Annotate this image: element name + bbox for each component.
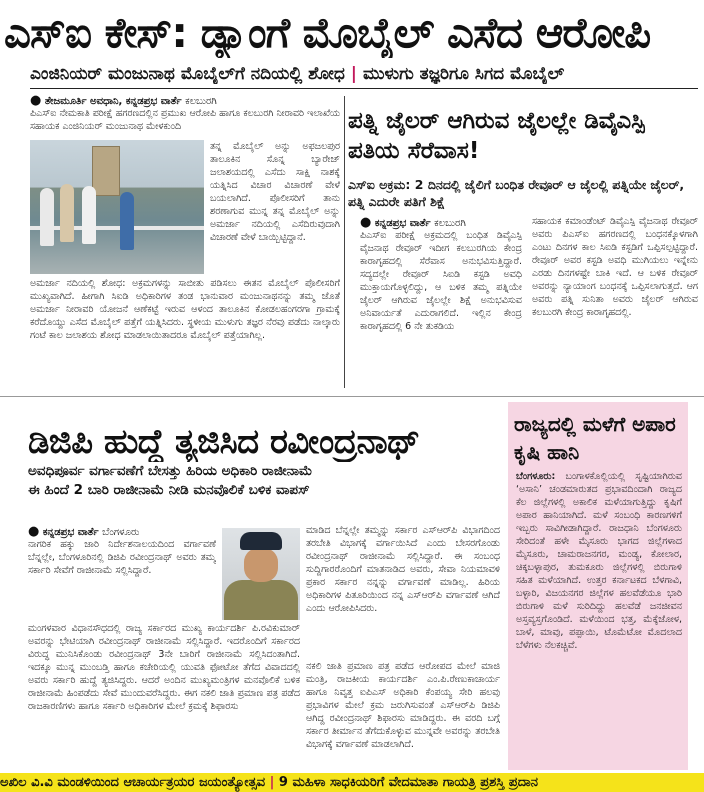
- bullet-icon: ●: [360, 215, 372, 230]
- story3-subhead-line1: ಅವಧಿಪೂರ್ವ ವರ್ಗಾವಣೆಗೆ ಬೇಸತ್ತು ಹಿರಿಯ ಅಧಿಕಾರಿ ರಾಜೀನಾಮೆ: [28, 463, 313, 479]
- story2-subhead: ಎಸ್‌ಐ ಅಕ್ರಮ: 2 ದಿನದಲ್ಲಿ ಜೈಲಿಗೆ ಬಂಧಿತ ರೇವೂರ್ ಆ ಜೈಲಲ್ಲಿ ಪತ್ನಿಯೇ ಜೈಲರ್, ಪತ್ನಿ ಎದುರೇ ಪತಿಗೆ ಶಿಕ್ಷೆ: [348, 177, 685, 209]
- sidebar-text: ಬಂಗಾಳಕೊಲ್ಲಿಯಲ್ಲಿ ಸೃಷ್ಟಿಯಾಗಿರುವ ‘ಅಸಾನಿ’ ಚಂಡಮಾರುತದ ಪ್ರಭಾವದಿಂದಾಗಿ ರಾಜ್ಯದ ಕೆಲ ಜಿಲ್ಲೆಗಳಲ್ಲಿ ಅಕಾಲಿಕ ಮಳೆಯಾಗುತ್ತಿದ್ದು ಕೃಷಿಗೆ ಅಪಾರ ಹಾನಿಯಾಗಿದೆ. ಮಳೆ ಸಂಬಂಧಿ ಕಾರಣಗಳಿಗೆ ಇಬ್ಬರು ಸಾವಿಗೀಡಾಗಿದ್ದಾರೆ. ರಾಜಧಾನಿ ಬೆಂಗಳೂರು ಸೇರಿದಂತೆ ಹಳೇ ಮೈಸೂರು ಭಾಗದ ಜಿಲ್ಲೆಗಳಾದ ಮೈಸೂರು, ಚಾಮರಾಜನಗರ, ಮಂಡ್ಯ, ಕೋಲಾರ, ಚಿಕ್ಕಬಳ್ಳಾಪುರ, ತುಮಕೂರು ಜಿಲ್ಲೆಗಳಲ್ಲಿ ಬಿರುಗಾಳಿ ಸಹಿತ ಮಳೆಯಾಗಿದೆ. ಉತ್ತರ ಕರ್ನಾಟಕದ ಬೆಳಗಾವಿ, ಬಳ್ಳಾರಿ, ವಿಜಯನಗರ ಜಿಲ್ಲೆಗಳ ಹಲವೆಡೆಯೂ ಭಾರಿ ಬಿರುಗಾಳಿ ಮಳೆ ಸುರಿದಿದ್ದು ಹಲವೆಡೆ ಜನಜೀವನ ಅಸ್ತವ್ಯಸ್ತಗೊಂಡಿದೆ. ಮಳೆಯಿಂದ ಭತ್ತ, ಮೆಕ್ಕೆಜೋಳ, ಬಾಳೆ, ಮಾವು, ಪಪ್ಪಾಯಿ, ಟೊಮೆಟೋ ಮೊದಲಾದ ಬೆಳೆಗಳು ನೆಲಕಚ್ಚಿವೆ.: [516, 471, 682, 651]
- story3-column-2-top: ಮಾಡಿದ ಬೆನ್ನಲ್ಲೇ ತಮ್ಮನ್ನು ಸರ್ಕಾರ ಎಸ್‌ಆರ್‌ಪಿ ವಿಭಾಗದಿಂದ ತರಬೇತಿ ವಿಭಾಗಕ್ಕೆ ವರ್ಗಾಯಿಸಿದೆ ಎಂದು ಬೇಸರಗೊಂಡು ರವೀಂದ್ರನಾಥ್ ರಾಜೀನಾಮೆ ಸಲ್ಲಿಸಿದ್ದಾರೆ. ಈ ಸಂಬಂಧ ಸುದ್ದಿಗಾರರೊಂದಿಗೆ ಮಾತನಾಡಿದ ಅವರು, ಸೇವಾ ನಿಯಮಾವಳಿ ಪ್ರಕಾರ ಸರ್ಕಾರ ನನ್ನನ್ನು ವರ್ಗಾವಣೆ ಮಾಡಿಲ್ಲ. ಹಿರಿಯ ಅಧಿಕಾರಿಗಳ ಪಿತೂರಿಯಿಂದ ನನ್ನ ಎಸ್‌ಆರ್‌ಪಿ ವರ್ಗಾವಣೆ ಆಗಿದೆ ಎಂದು ಆರೋಪಿಸಿದರು.: [306, 525, 500, 614]
- story3-column-1: ಮಂಗಳವಾರ ವಿಧಾನಸೌಧದಲ್ಲಿ ರಾಜ್ಯ ಸರ್ಕಾರದ ಮುಖ್ಯ ಕಾರ್ಯದರ್ಶಿ ಪಿ.ರವಿಕುಮಾರ್ ಅವರನ್ನು ಭೇಟಿಯಾಗಿ ರವೀಂದ್ರನಾಥ್ ರಾಜೀನಾಮೆ ಸಲ್ಲಿಸಿದ್ದಾರೆ. ಇದರೊಂದಿಗೆ ಸರ್ಕಾರದ ವಿರುದ್ಧ ಮುನಿಸಿಕೊಂಡು ರವೀಂದ್ರನಾಥ್ 3ನೇ ಬಾರಿಗೆ ರಾಜೀನಾಮೆ ಸಲ್ಲಿಸಿದಂತಾಗಿದೆ. ಇದಕ್ಕೂ ಮುನ್ನ ಮುಂಬಡ್ತಿ ಹಾಗೂ ಕಚೇರಿಯಲ್ಲಿ ಯುವತಿ ಫೋಟೋ ತೆಗೆದ ವಿವಾದದಲ್ಲಿ ಅವರು ಸರ್ಕಾರಿ ಹುದ್ದೆ ತ್ಯಜಿಸಿದ್ದರು. ಆದರೆ ಅಂದಿನ ಮುಖ್ಯಮಂತ್ರಿಗಳ ಮನವೊಲಿಕೆ ಬಳಿಕ ರಾಜೀನಾಮೆ ಹಿಂಪಡೆದು ಸೇವೆ ಮುಂದುವರೆಸಿದ್ದರು. ಈಗ ನಕಲಿ ಜಾತಿ ಪ್ರಮಾಣ ಪತ್ರ ಪಡೆದ ರಾಜಕಾರಣಿಗಳು ಹಾಗೂ ಸರ್ಕಾರಿ ಅಧಿಕಾರಿಗಳ ಮೇಲೆ ಕ್ರಮಕ್ಕೆ ಶಿಫಾರಸು: [28, 623, 300, 712]
- story1-subhead-right: ಮುಳುಗು ತಜ್ಞರಿಗೂ ಸಿಗದ ಮೊಬೈಲ್: [362, 64, 565, 84]
- story3-byline-name: ಕನ್ನಡಪ್ರಭ ವಾರ್ತೆ: [42, 527, 99, 538]
- story2-byline-name: ಕನ್ನಡಪ್ರಭ ವಾರ್ತೆ: [374, 218, 431, 229]
- ticker-right: 9 ಮಹಿಳಾ ಸಾಧಕಿಯರಿಗೆ ವೇದಮಾತಾ ಗಾಯತ್ರಿ ಪ್ರಶಸ್ತಿ ಪ್ರದಾನ: [278, 775, 538, 790]
- ticker-left: ಅಖಿಲ ವಿ.ವಿ ಮಂಡಳಿಯಿಂದ ಆಚಾರ್ಯತ್ರಯರ ಜಯಂತ್ಯೋತ್ಸವ: [0, 775, 266, 790]
- story1-subhead: [30, 64, 698, 84]
- story1-byline-name: ತೇಜಮೂರ್ತಿ ಅವಧಾನಿ, ಕನ್ನಡಪ್ರಭ ವಾರ್ತೆ: [44, 96, 182, 107]
- story3-byline-place: ಬೆಂಗಳೂರು: [102, 527, 140, 538]
- dam-railing: [30, 226, 204, 230]
- cap-shape: [240, 532, 282, 550]
- story1-byline: [30, 93, 330, 108]
- bullet-icon: ●: [28, 524, 40, 539]
- dam-photo: [30, 140, 204, 274]
- section-rule: [0, 396, 704, 397]
- story2-column-1: ಪಿಎಸ್‌ಐ ಪರೀಕ್ಷೆ ಅಕ್ರಮದಲ್ಲಿ ಬಂಧಿತ ಡಿವೈಎಸ್ಪಿ ವೈಜನಾಥ ರೇವೂರ್ ಇದೀಗ ಕಲಬುರಗಿಯ ಕೇಂದ್ರ ಕಾರಾಗೃಹದಲ್ಲಿ ಸೆರೆವಾಸ ಅನುಭವಿಸುತ್ತಿದ್ದಾರೆ. ಸದ್ಯದಲ್ಲೇ ರೇವೂರ್ ಸಿಐಡಿ ಕಸ್ಟಡಿ ಅವಧಿ ಮುಕ್ತಾಯಗೊಳ್ಳಲಿದ್ದು, ಆ ಬಳಿಕ ತಮ್ಮ ಪತ್ನಿಯೇ ಜೈಲರ್ ಆಗಿರುವ ಜೈಲಲ್ಲೇ ಶಿಕ್ಷೆ ಅನುಭವಿಸುವ ಅನಿವಾರ್ಯತೆ ಎದುರಾಗಲಿದೆ. ಇಲ್ಲಿನ ಕೇಂದ್ರ ಕಾರಾಗೃಹದಲ್ಲಿ 6 ನೇ ತುಕಡಿಯ: [360, 230, 522, 332]
- officer-photo: [222, 528, 300, 620]
- uniform-shape: [224, 580, 298, 620]
- story1-intro: ಪಿಎಸ್‌ಐ ನೇಮಕಾತಿ ಪರೀಕ್ಷೆ ಹಗರಣದಲ್ಲಿನ ಪ್ರಮುಖ ಆರೋಪಿ ಹಾಗೂ ಕಲಬುರಗಿ ನೀರಾವರಿ ಇಲಾಖೆಯ ಸಹಾಯಕ ಎಂಜಿನಿಯರ್ ಮಂಜುನಾಥ ಮೇಳಕುಂದಿ: [30, 108, 340, 132]
- person-figure: [60, 184, 74, 242]
- story3-byline: [28, 524, 218, 539]
- story2-headline: ಪತ್ನಿ ಜೈಲರ್ ಆಗಿರುವ ಜೈಲಲ್ಲೇ ಡಿವೈಎಸ್ಪಿ ಪತಿಯ ಸೆರೆವಾಸ!: [348, 108, 646, 164]
- story3-column-2-body: ನಕಲಿ ಜಾತಿ ಪ್ರಮಾಣ ಪತ್ರ ಪಡೆದ ಆರೋಪದ ಮೇಲೆ ಮಾಜಿ ಮಂತ್ರಿ, ರಾಜಕೀಯ ಕಾರ್ಯದರ್ಶಿ ಎಂ.ಪಿ.ರೇಣುಕಾಚಾರ್ಯ ಹಾಗೂ ನಿವೃತ್ತ ಐಪಿಎಸ್ ಅಧಿಕಾರಿ ಕೆಂಪಯ್ಯ ಸೇರಿ ಹಲವು ಪ್ರಭಾವಿಗಳ ಮೇಲೆ ಕ್ರಮ ಜರುಗಿಸುವಂತೆ ಎಸ್‌ಆರ್‌ಪಿ ಡಿಜಿಪಿ ಆಗಿದ್ದ ರವೀಂದ್ರನಾಥ್ ಶಿಫಾರಸು ಮಾಡಿದ್ದರು. ಈ ವರದಿ ಬಗ್ಗೆ ಸರ್ಕಾರ ತೀರ್ಮಾನ ತೆಗೆದುಕೊಳ್ಳುವ ಮುನ್ನವೇ ಅವರನ್ನು ತರಬೇತಿ ವಿಭಾಗಕ್ಕೆ ವರ್ಗಾವಣೆ ಮಾಡಲಾಗಿದೆ.: [306, 661, 500, 750]
- ticker-separator: |: [269, 775, 275, 790]
- bottom-ticker: [0, 773, 704, 792]
- story3-intro: ನಾಗರಿಕ ಹಕ್ಕು ಜಾರಿ ನಿರ್ದೇಶನಾಲಯದಿಂದ ವರ್ಗಾವಣೆ ಬೆನ್ನಲ್ಲೇ, ಬೆಂಗಳೂರಿನಲ್ಲಿ ಡಿಜಿಪಿ ರವೀಂದ್ರನಾಥ್ ಅವರು ತಮ್ಮ ಸರ್ಕಾರಿ ಸೇವೆಗೆ ರಾಜೀನಾಮೆ ಸಲ್ಲಿಸಿದ್ದಾರೆ.: [28, 539, 216, 576]
- story1-byline-place: ಕಲಬುರಗಿ: [185, 96, 217, 107]
- story2-byline-place: ಕಲಬುರಗಿ: [434, 218, 466, 229]
- story3-subhead: [28, 462, 498, 500]
- sidebar-headline: ರಾಜ್ಯದಲ್ಲಿ ಮಳೆಗೆ ಅಪಾರ ಕೃಷಿ ಹಾನಿ: [514, 412, 676, 464]
- story2-byline: [360, 215, 520, 230]
- story1-subhead-left: ಎಂಜಿನಿಯರ್ ಮಂಜುನಾಥ ಮೊಬೈಲ್‌ಗೆ ನದಿಯಲ್ಲಿ ಶೋಧ: [30, 64, 345, 84]
- sidebar-place: ಬೆಂಗಳೂರು:: [516, 471, 556, 482]
- face-shape: [244, 548, 278, 582]
- story1-side-column: ತನ್ನ ಮೊಬೈಲ್ ಅನ್ನು ಅಫಜಲಪುರ ತಾಲೂಕಿನ ಸೊನ್ನ ಬ್ಯಾರೇಜ್ ಜಲಾಶಯದಲ್ಲಿ ಎಸೆದು ಸಾಕ್ಷಿ ನಾಶಕ್ಕೆ ಯತ್ನಿಸಿದ ವಿಚಾರ ವಿಚಾರಣೆ ವೇಳೆ ಬಯಲಾಗಿದೆ. ಪೊಲೀಸರಿಗೆ ತಾನು ಶರಣಾಗುವ ಮುನ್ನ ತನ್ನ ಮೊಬೈಲ್ ಅನ್ನು ಅಮರ್ಜಾ ನದಿಯಲ್ಲಿ ಎಸೆದಿರುವುದಾಗಿ ವಿಚಾರಣೆ ವೇಳೆ ಬಾಯ್ಬಿಟ್ಟಿದ್ದಾನೆ.: [210, 141, 340, 243]
- person-figure: [82, 186, 96, 244]
- story1-headline: ಎಸ್‌ಐ ಕೇಸ್: ಡ್ಯಾಂಗೆ ಮೊಬೈಲ್ ಎಸೆದ ಆರೋಪಿ: [4, 8, 651, 57]
- bullet-icon: ●: [30, 93, 42, 108]
- story2-column-2: ಸಹಾಯಕ ಕಮಾಂಡೆಂಟ್ ಡಿವೈಎಸ್ಪಿ ವೈಜನಾಥ ರೇವೂರ್ ಅವರು ಪಿಎಸ್‌ಐ ಹಗರಣದಲ್ಲಿ ಬಂಧನಕ್ಕೊಳಗಾಗಿ ಎಂಟು ದಿನಗಳ ಕಾಲ ಸಿಐಡಿ ಕಸ್ಟಡಿಗೆ ಒಪ್ಪಿಸಲ್ಪಟ್ಟಿದ್ದಾರೆ. ರೇವೂರ್ ಅವರ ಕಸ್ಟಡಿ ಅವಧಿ ಮುಗಿಯಲು ಇನ್ನೇನು ಎರಡು ದಿನಗಳಷ್ಟೇ ಬಾಕಿ ಇದೆ. ಆ ಬಳಿಕ ರೇವೂರ್ ಅವರನ್ನು ನ್ಯಾಯಾಂಗ ಬಂಧನಕ್ಕೆ ಒಪ್ಪಿಸಲಾಗುತ್ತದೆ. ಆಗ ಅವರು ಪತ್ನಿ ಸುನಿತಾ ಅವರು ಜೈಲರ್ ಆಗಿರುವ ಕಲಬುರಗಿ ಕೇಂದ್ರ ಕಾರಾಗೃಹದಲ್ಲಿ.: [532, 216, 698, 318]
- person-figure: [120, 192, 134, 250]
- story3-subhead-line2: ಈ ಹಿಂದೆ 2 ಬಾರಿ ರಾಜೀನಾಮೆ ನೀಡಿ ಮನವೊಲಿಕೆ ಬಳಿಕ ವಾಪಸ್: [28, 482, 310, 498]
- dam-tower: [92, 146, 120, 196]
- story3-headline: ಡಿಜಿಪಿ ಹುದ್ದೆ ತ್ಯಜಿಸಿದ ರವೀಂದ್ರನಾಥ್: [28, 422, 420, 462]
- column-divider: [344, 96, 345, 388]
- subhead-separator: |: [350, 64, 358, 84]
- person-figure: [40, 188, 54, 246]
- story1-body: ಅಮರ್ಜಾ ನದಿಯಲ್ಲಿ ಶೋಧ: ಅಕ್ರಮಗಳನ್ನು ಸಾಬೀತು ಪಡಿಸಲು ಈತನ ಮೊಬೈಲ್ ಪೊಲೀಸರಿಗೆ ಮುಖ್ಯವಾಗಿದೆ. ಹೀಗಾಗಿ ಸಿಐಡಿ ಅಧಿಕಾರಿಗಳ ತಂಡ ಭಾನುವಾರ ಮಂಜುನಾಥನನ್ನು ತಮ್ಮ ಜೊತೆ ಅಮರ್ಜಾ ನೀರಾವರಿ ಯೋಜನೆ ಆಣೆಕಟ್ಟೆ ಇರುವ ಆಳಂದ ತಾಲೂಕಿನ ಕೋಡಲಹಂಗರಗಾ ಗ್ರಾಮಕ್ಕೆ ಕರೆದೊಯ್ದು ಎಸೆದ ಮೊಬೈಲ್ ಪತ್ತೆಗೆ ಯತ್ನಿಸಿದರು. ಸ್ಥಳೀಯ ಮುಳುಗು ತಜ್ಞರ ನೆರವು ಪಡೆದು ನಾಲ್ಕಾರು ಗಂಟೆ ಕಾಲ ಜಲಾಶಯ ಶೋಧ ಮಾಡಲಾಯಿತಾದರೂ ಮೊಬೈಲ್ ಪತ್ತೆಯಾಗಿಲ್ಲ.: [30, 278, 340, 341]
- section-rule: [30, 88, 698, 89]
- sidebar-body: [516, 470, 682, 766]
